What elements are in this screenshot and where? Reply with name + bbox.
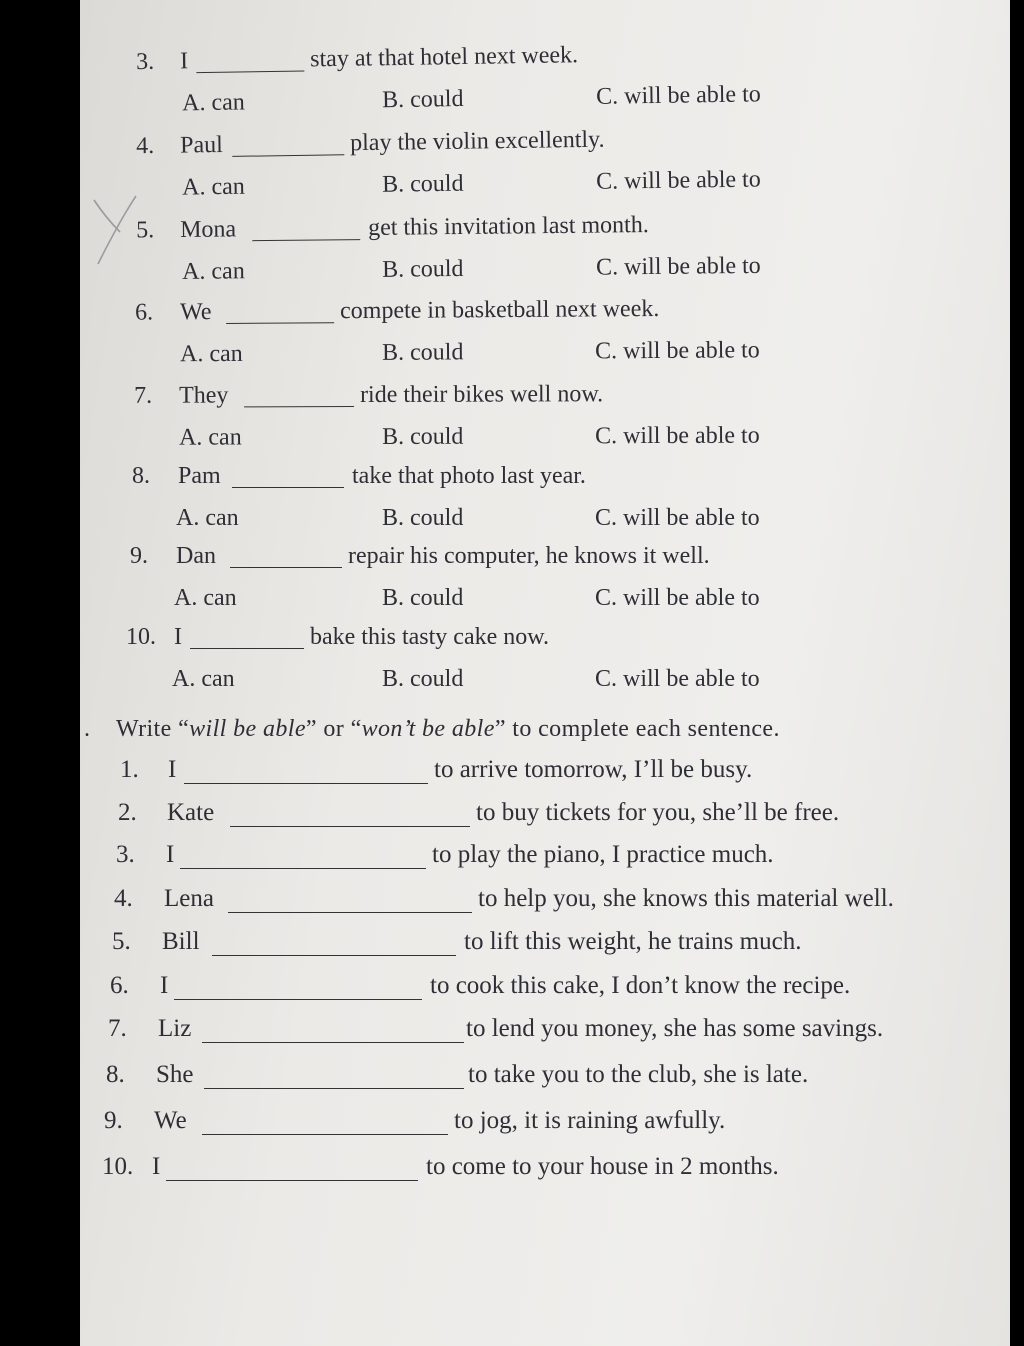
option-a[interactable]: A. can [174,585,237,611]
answer-blank[interactable] [232,154,344,157]
question-line [80,35,1010,84]
question-number: 6. [134,299,154,326]
mc-question [80,543,1010,627]
item-subject: Bill [162,928,200,955]
answer-blank[interactable] [244,406,354,407]
question-subject: Pam [178,463,221,489]
item-subject: Kate [167,799,215,826]
answer-blank[interactable] [202,1042,464,1043]
option-b[interactable]: B. could [381,255,464,283]
option-b[interactable]: B. could [381,423,464,450]
option-b[interactable]: B. could [381,170,464,198]
mc-question [80,383,1010,467]
fill-in-item [80,1061,1010,1097]
item-subject: We [154,1107,187,1134]
option-c[interactable]: C. will be able to [594,422,760,450]
question-line [80,543,1010,577]
question-subject: I [179,48,189,75]
options-line [80,163,1010,210]
question-subject: We [179,299,212,326]
option-b[interactable]: B. could [381,339,464,366]
answer-blank[interactable] [166,1180,418,1181]
option-b[interactable]: B. could [382,505,464,531]
option-c[interactable]: C. will be able to [595,252,761,281]
question-number: 10. [126,624,156,650]
option-c[interactable]: C. will be able to [595,505,760,531]
left-dark-border [0,0,80,1346]
item-number: 6. [110,972,129,999]
right-dark-border [1010,0,1024,1346]
answer-blank[interactable] [252,239,360,241]
options-line [80,505,1010,539]
item-number: 8. [106,1061,125,1088]
question-text: ride their bikes well now. [359,381,604,409]
option-c[interactable]: C. will be able to [595,585,760,611]
option-a[interactable]: A. can [172,666,235,692]
section-bullet: . [84,716,91,742]
question-line [80,380,1010,417]
option-b[interactable]: B. could [382,666,464,692]
option-c[interactable]: C. will be able to [594,337,760,365]
mc-question [80,624,1010,708]
question-text: take that photo last year. [352,463,586,489]
item-number: 1. [120,756,139,783]
section-title: Write “will be able” or “won’t be able” to complete each sentence. [116,716,780,742]
option-a[interactable]: A. can [181,89,246,117]
worksheet-page [80,0,1010,1346]
options-line [80,585,1010,619]
options-line [80,250,1010,294]
option-c[interactable]: C. will be able to [595,666,760,692]
answer-blank[interactable] [212,955,456,956]
option-b[interactable]: B. could [381,85,464,114]
answer-blank[interactable] [228,912,472,913]
question-subject: They [178,382,229,409]
answer-blank[interactable] [190,648,304,649]
question-subject: Mona [179,216,237,243]
item-subject: I [166,841,175,868]
answer-blank[interactable] [202,1134,448,1135]
answer-blank[interactable] [184,783,428,784]
answer-blank[interactable] [230,826,470,827]
fill-in-item [80,1015,1010,1051]
fill-in-item [80,1107,1010,1143]
option-a[interactable]: A. can [179,340,243,368]
fill-in-item [80,972,1010,1008]
item-text: to jog, it is raining awfully. [454,1107,726,1134]
answer-blank[interactable] [226,322,334,324]
item-subject: She [156,1061,194,1088]
item-subject: I [168,756,177,783]
fill-in-item [80,885,1010,921]
question-subject: I [174,624,182,650]
question-number: 5. [135,217,155,244]
question-number: 3. [135,48,155,76]
item-subject: Lena [164,885,214,912]
item-number: 2. [118,799,137,826]
item-text: to lend you money, she has some savings. [466,1015,884,1042]
question-text: bake this tasty cake now. [310,624,550,650]
fill-in-item [80,756,1010,792]
answer-blank[interactable] [180,868,426,869]
item-text: to arrive tomorrow, I’ll be busy. [434,756,753,783]
mc-question [80,463,1010,547]
mc-question [80,212,1010,302]
question-number: 8. [132,463,150,489]
mc-question [80,295,1010,384]
fill-in-item [80,799,1010,835]
options-line [80,77,1010,126]
item-text: to help you, she knows this material well. [478,885,894,912]
item-subject: I [152,1153,161,1180]
item-number: 4. [114,885,133,912]
mc-question [80,126,1010,218]
item-text: to play the piano, I practice much. [432,841,774,868]
question-line [80,463,1010,497]
option-c[interactable]: C. will be able to [595,81,761,110]
item-text: to come to your house in 2 months. [426,1153,779,1180]
options-line [80,666,1010,700]
question-text: repair his computer, he knows it well. [348,543,710,569]
option-a[interactable]: A. can [176,505,239,531]
item-number: 9. [104,1107,123,1134]
question-text: get this invitation last month. [367,212,649,241]
options-line [80,336,1010,376]
item-text: to cook this cake, I don’t know the recipe. [430,972,851,999]
mc-question [80,42,1010,134]
question-text: compete in basketball next week. [339,295,660,325]
item-number: 3. [116,841,135,868]
item-text: to lift this weight, he trains much. [464,928,802,955]
option-a[interactable]: A. can [181,173,245,201]
question-subject: Paul [179,132,224,159]
question-text: stay at that hotel next week. [309,42,579,73]
question-line [80,294,1010,334]
question-number: 9. [130,543,148,569]
question-subject: Dan [176,543,216,569]
fill-in-item [80,1153,1010,1189]
option-a[interactable]: A. can [181,258,245,285]
question-number: 7. [133,382,153,409]
option-b[interactable]: B. could [382,585,464,611]
answer-blank[interactable] [232,487,344,488]
question-number: 4. [135,132,155,160]
question-line [80,624,1010,658]
answer-blank[interactable] [196,70,304,73]
question-text: play the violin excellently. [349,126,605,157]
fill-in-item [80,841,1010,877]
section-instruction [80,716,1010,750]
option-a[interactable]: A. can [178,424,242,451]
item-number: 7. [108,1015,127,1042]
answer-blank[interactable] [230,567,342,568]
item-number: 10. [102,1153,134,1180]
answer-blank[interactable] [204,1088,464,1089]
answer-blank[interactable] [174,999,422,1000]
item-text: to take you to the club, she is late. [468,1061,809,1088]
item-text: to buy tickets for you, she’ll be free. [476,799,840,826]
item-subject: I [160,972,169,999]
options-line [80,422,1010,459]
item-subject: Liz [158,1015,192,1042]
fill-in-item [80,928,1010,964]
option-c[interactable]: C. will be able to [595,166,761,195]
item-number: 5. [112,928,131,955]
